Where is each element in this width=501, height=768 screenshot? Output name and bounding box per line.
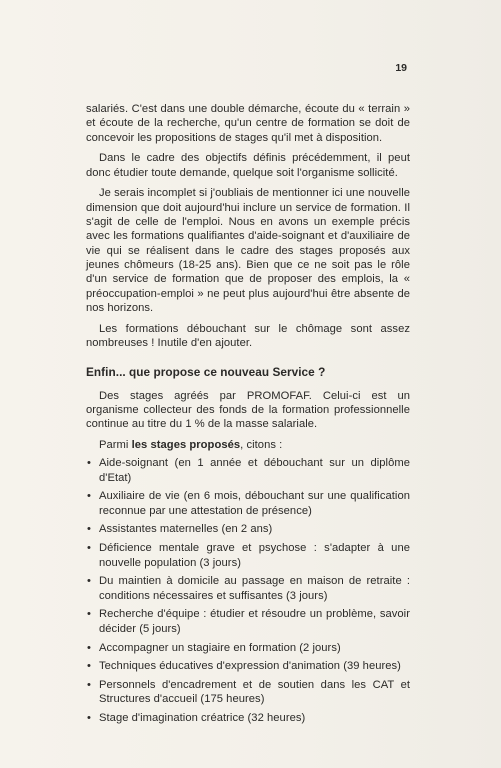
list-item: [86, 641, 410, 655]
page-content: [86, 102, 410, 730]
list-intro-prefix: Parmi: [99, 438, 132, 451]
list-intro-bold: les stages proposés: [131, 438, 241, 451]
list-item-text: Stage d'imagination créatrice (32 heures): [99, 712, 306, 725]
paragraph-3: Je serais incomplet si j'oubliais de mentionner ici une nouvelle dimension que doit aujourd'hui inclure un service de formation. Il s'agit de celle de l'emploi. Nous en avons un exemple précis avec les formations qualifiantes d'aide-soignant et d'auxiliaire de vie qui se réalisent dans le cadre des stages proposés aux jeunes chômeurs (18-25 ans). Bien que ce ne soit pas le rôle d'un service de formation que de proposer des emplois, la « préoccupation-emploi » ne peut plus aujourd'hui être absente de nos horizons.: [86, 187, 410, 314]
bullet-icon: •: [87, 542, 91, 555]
list-item: [86, 711, 410, 725]
list-item: [86, 607, 410, 636]
paragraph-1: salariés. C'est dans une double démarche, écoute du « terrain » et écoute de la recherche, qu'un centre de formation se doit de concevoir les propositions de stages qu'il met à disposition.: [86, 103, 410, 144]
list-item-text: Accompagner un stagiaire en formation (2 jours): [99, 641, 341, 654]
bullet-icon: •: [87, 575, 91, 588]
list-intro-suffix: , citons :: [240, 438, 283, 451]
paragraph-4: Les formations débouchant sur le chômage sont assez nombreuses ! Inutile d'en ajouter.: [86, 322, 410, 349]
section-heading: Enfin... que propose ce nouveau Service ?: [86, 365, 326, 380]
list-item: [86, 541, 410, 570]
paragraph-2: Dans le cadre des objectifs définis précédemment, il peut donc étudier toute demande, quelque soit l'organisme sollicité.: [86, 152, 410, 179]
list-item-text: Auxiliaire de vie (en 6 mois, débouchant sur une qualification reconnue par une attestation de présence): [99, 490, 410, 517]
list-item-text: Techniques éducatives d'expression d'animation (39 heures): [99, 660, 401, 673]
list-item-text: Recherche d'équipe : étudier et résoudre un problème, savoir décider (5 jours): [99, 608, 410, 635]
bullet-icon: •: [87, 608, 91, 621]
list-item: [86, 659, 410, 673]
list-item-text: Du maintien à domicile au passage en maison de retraite : conditions nécessaires et suffisantes (3 jours): [99, 575, 410, 602]
list-item: [86, 489, 410, 518]
bullet-icon: •: [87, 660, 91, 673]
list-item-text: Personnels d'encadrement et de soutien dans les CAT et Structures d'accueil (175 heures): [99, 679, 410, 706]
bullet-icon: •: [87, 457, 91, 470]
list-item: [86, 678, 410, 707]
bullet-icon: •: [87, 641, 91, 654]
bullet-icon: •: [87, 490, 91, 503]
bullet-icon: •: [87, 523, 91, 536]
list-item-text: Assistantes maternelles (en 2 ans): [99, 523, 273, 536]
list-item: [86, 522, 410, 536]
list-item: [86, 456, 410, 485]
bullet-icon: •: [87, 679, 91, 692]
list-intro: [86, 438, 410, 452]
list-item-text: Déficience mentale grave et psychose : s'adapter à une nouvelle population (3 jours): [99, 542, 410, 569]
list-item: [86, 574, 410, 603]
list-item-text: Aide-soignant (en 1 année et débouchant sur un diplôme d'Etat): [99, 457, 410, 484]
page-number: 19: [395, 62, 407, 74]
bullet-icon: •: [87, 712, 91, 725]
stages-list: [86, 456, 410, 725]
intro-paragraph: Des stages agréés par PROMOFAF. Celui-ci est un organisme collecteur des fonds de la formation professionnelle continue au titre du 1 % de la masse salariale.: [86, 389, 410, 431]
